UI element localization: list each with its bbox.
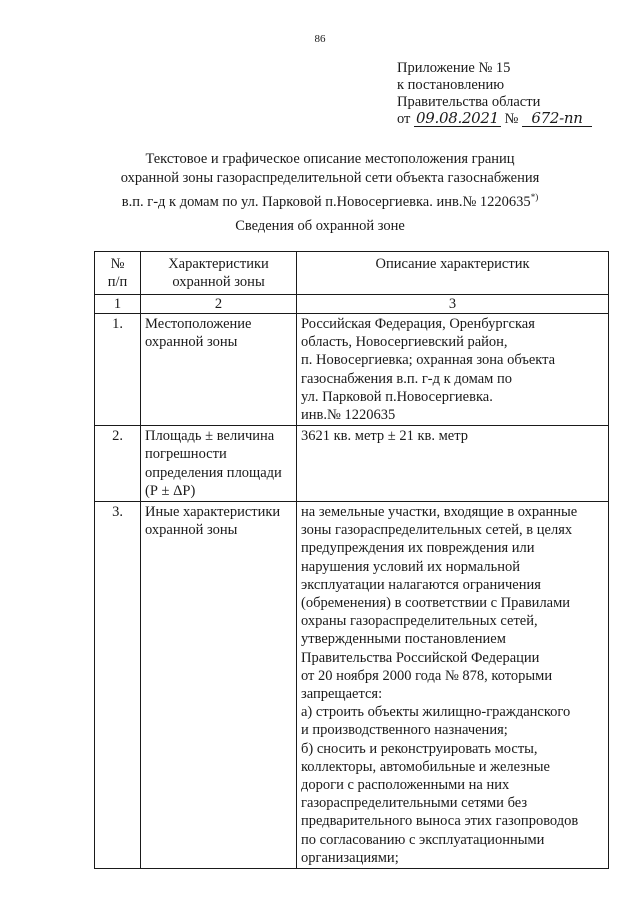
- header-num: № п/п: [95, 252, 141, 295]
- page-number: 86: [314, 33, 326, 45]
- index-cell: 1: [95, 295, 141, 314]
- index-cell: 2: [141, 295, 297, 314]
- annex-date-line: [397, 111, 627, 128]
- annex-number-sign: №: [504, 111, 519, 127]
- annex-date-handwritten: 09.08.2021: [416, 109, 499, 127]
- footnote-mark: *): [530, 192, 539, 202]
- table-header-row: [95, 252, 609, 295]
- table-row: [95, 502, 609, 869]
- table-index-row: [95, 295, 609, 314]
- row-description: на земельные участки, входящие в охранные зоны газораспределительных сетей, в целях предупреждения их повреждения или нарушения условий их нормальной эксплуатации налагаются ограничения (обременения) в соответствии с Правилами охраны газораспределительных сетей, утвержденными постановлением Правительства Российской Федерации от 20 ноября 2000 года № 878, которыми запрещается: а) строить объекты жилищно-гражданского и производственного назначения; б) сносить и реконструировать мосты, коллекторы, автомобильные и железные дороги с расположенными на них газораспределительными сетями без предварительного выноса этих газопроводов по согласованию с эксплуатационными организациями;: [297, 502, 609, 869]
- row-description: 3621 кв. метр ± 21 кв. метр: [297, 426, 609, 502]
- annex-number-handwritten: 672-пп: [522, 111, 592, 127]
- title-line-1: Текстовое и графическое описание местоположения границ: [145, 151, 515, 167]
- annex-line-1: Приложение № 15: [397, 60, 511, 76]
- row-description: Российская Федерация, Оренбургская область, Новосергиевский район, п. Новосергиевка; охранная зона объекта газоснабжения в.п. г-д к домам по ул. Парковой п.Новосергиевка. инв.№ 1220635: [297, 314, 609, 426]
- row-characteristic: Иные характеристики охранной зоны: [141, 502, 297, 869]
- title-line-2: охранной зоны газораспределительной сети объекта газоснабжения: [120, 170, 540, 186]
- row-number: 2.: [95, 426, 141, 502]
- annex-block: [397, 60, 627, 128]
- row-number: 1.: [95, 314, 141, 426]
- annex-line-3: Правительства области: [397, 94, 541, 110]
- table-row: [95, 426, 609, 502]
- title-line-3: в.п. г-д к домам по ул. Парковой п.Новосергиевка. инв.№ 1220635*): [121, 192, 539, 210]
- table-row: [95, 314, 609, 426]
- annex-line-2: к постановлению: [397, 77, 505, 93]
- header-characteristics: Характеристики охранной зоны: [141, 252, 297, 295]
- document-title: [60, 150, 600, 212]
- section-title: Сведения об охранной зоне: [235, 218, 405, 234]
- protection-zone-table: [94, 251, 609, 869]
- row-characteristic: Площадь ± величина погрешности определения площади (Р ± ΔР): [141, 426, 297, 502]
- index-cell: 3: [297, 295, 609, 314]
- row-characteristic: Местоположение охранной зоны: [141, 314, 297, 426]
- header-description: Описание характеристик: [297, 252, 609, 295]
- row-number: 3.: [95, 502, 141, 869]
- annex-date-prefix: от: [397, 111, 411, 127]
